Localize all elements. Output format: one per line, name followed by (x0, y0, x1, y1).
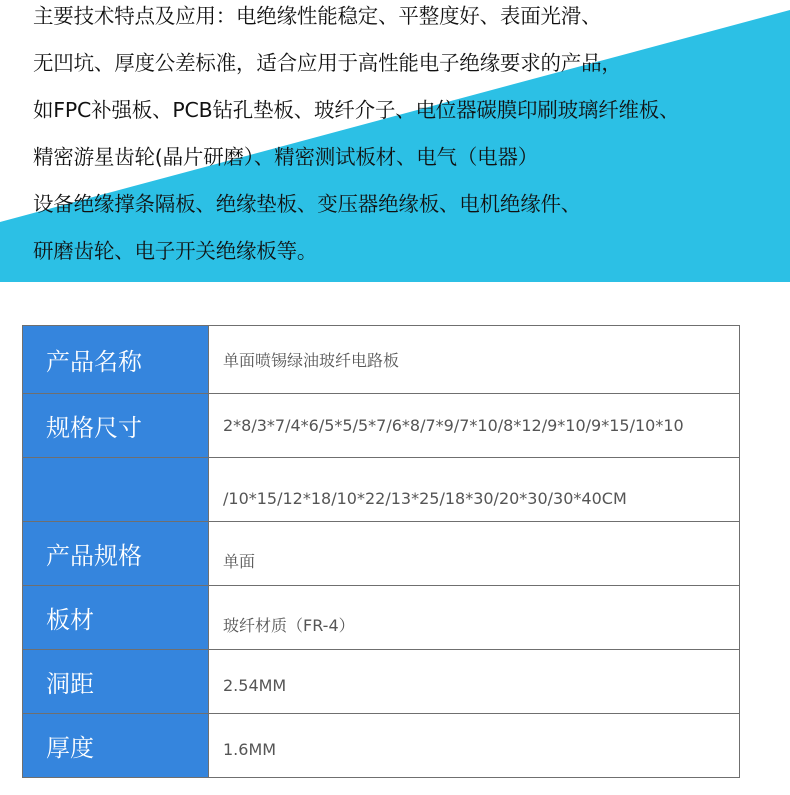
table-row (23, 522, 740, 586)
spec-label: 厚度 (23, 714, 209, 778)
spec-value: 单面喷锡绿油玻纤电路板 (209, 326, 740, 394)
spec-label: 洞距 (23, 650, 209, 714)
spec-value: 玻纤材质（FR-4） (209, 586, 740, 650)
table-row (23, 458, 740, 522)
intro-line: 设备绝缘撑条隔板、绝缘垫板、变压器绝缘板、电机绝缘件、 (33, 192, 582, 216)
intro-line: 研磨齿轮、电子开关绝缘板等。 (33, 239, 318, 263)
intro-text (33, 0, 790, 282)
table-row (23, 714, 740, 778)
table-row (23, 394, 740, 458)
spec-value: 2*8/3*7/4*6/5*5/5*7/6*8/7*9/7*10/8*12/9*10/9*15/10*10 (209, 394, 740, 458)
spec-value: 1.6MM (209, 714, 740, 778)
spec-value: 2.54MM (209, 650, 740, 714)
table-row (23, 650, 740, 714)
spec-label: 产品规格 (23, 522, 209, 586)
spec-table (22, 325, 740, 778)
intro-line: 精密游星齿轮(晶片研磨）、精密测试板材、电气（电器） (33, 145, 539, 169)
intro-line: 如FPC补强板、PCB钻孔垫板、玻纤介子、电位器碳膜印刷玻璃纤维板、 (33, 98, 680, 122)
intro-banner (0, 0, 790, 282)
spec-label (23, 458, 209, 522)
intro-line: 主要技术特点及应用：电绝缘性能稳定、平整度好、表面光滑、 (33, 4, 602, 28)
spec-value: 单面 (209, 522, 740, 586)
spec-label: 规格尺寸 (23, 394, 209, 458)
spec-label: 产品名称 (23, 326, 209, 394)
spec-label: 板材 (23, 586, 209, 650)
table-row (23, 326, 740, 394)
spec-value: /10*15/12*18/10*22/13*25/18*30/20*30/30*40CM (209, 458, 740, 522)
table-row (23, 586, 740, 650)
intro-line: 无凹坑、厚度公差标准，适合应用于高性能电子绝缘要求的产品， (33, 51, 622, 75)
